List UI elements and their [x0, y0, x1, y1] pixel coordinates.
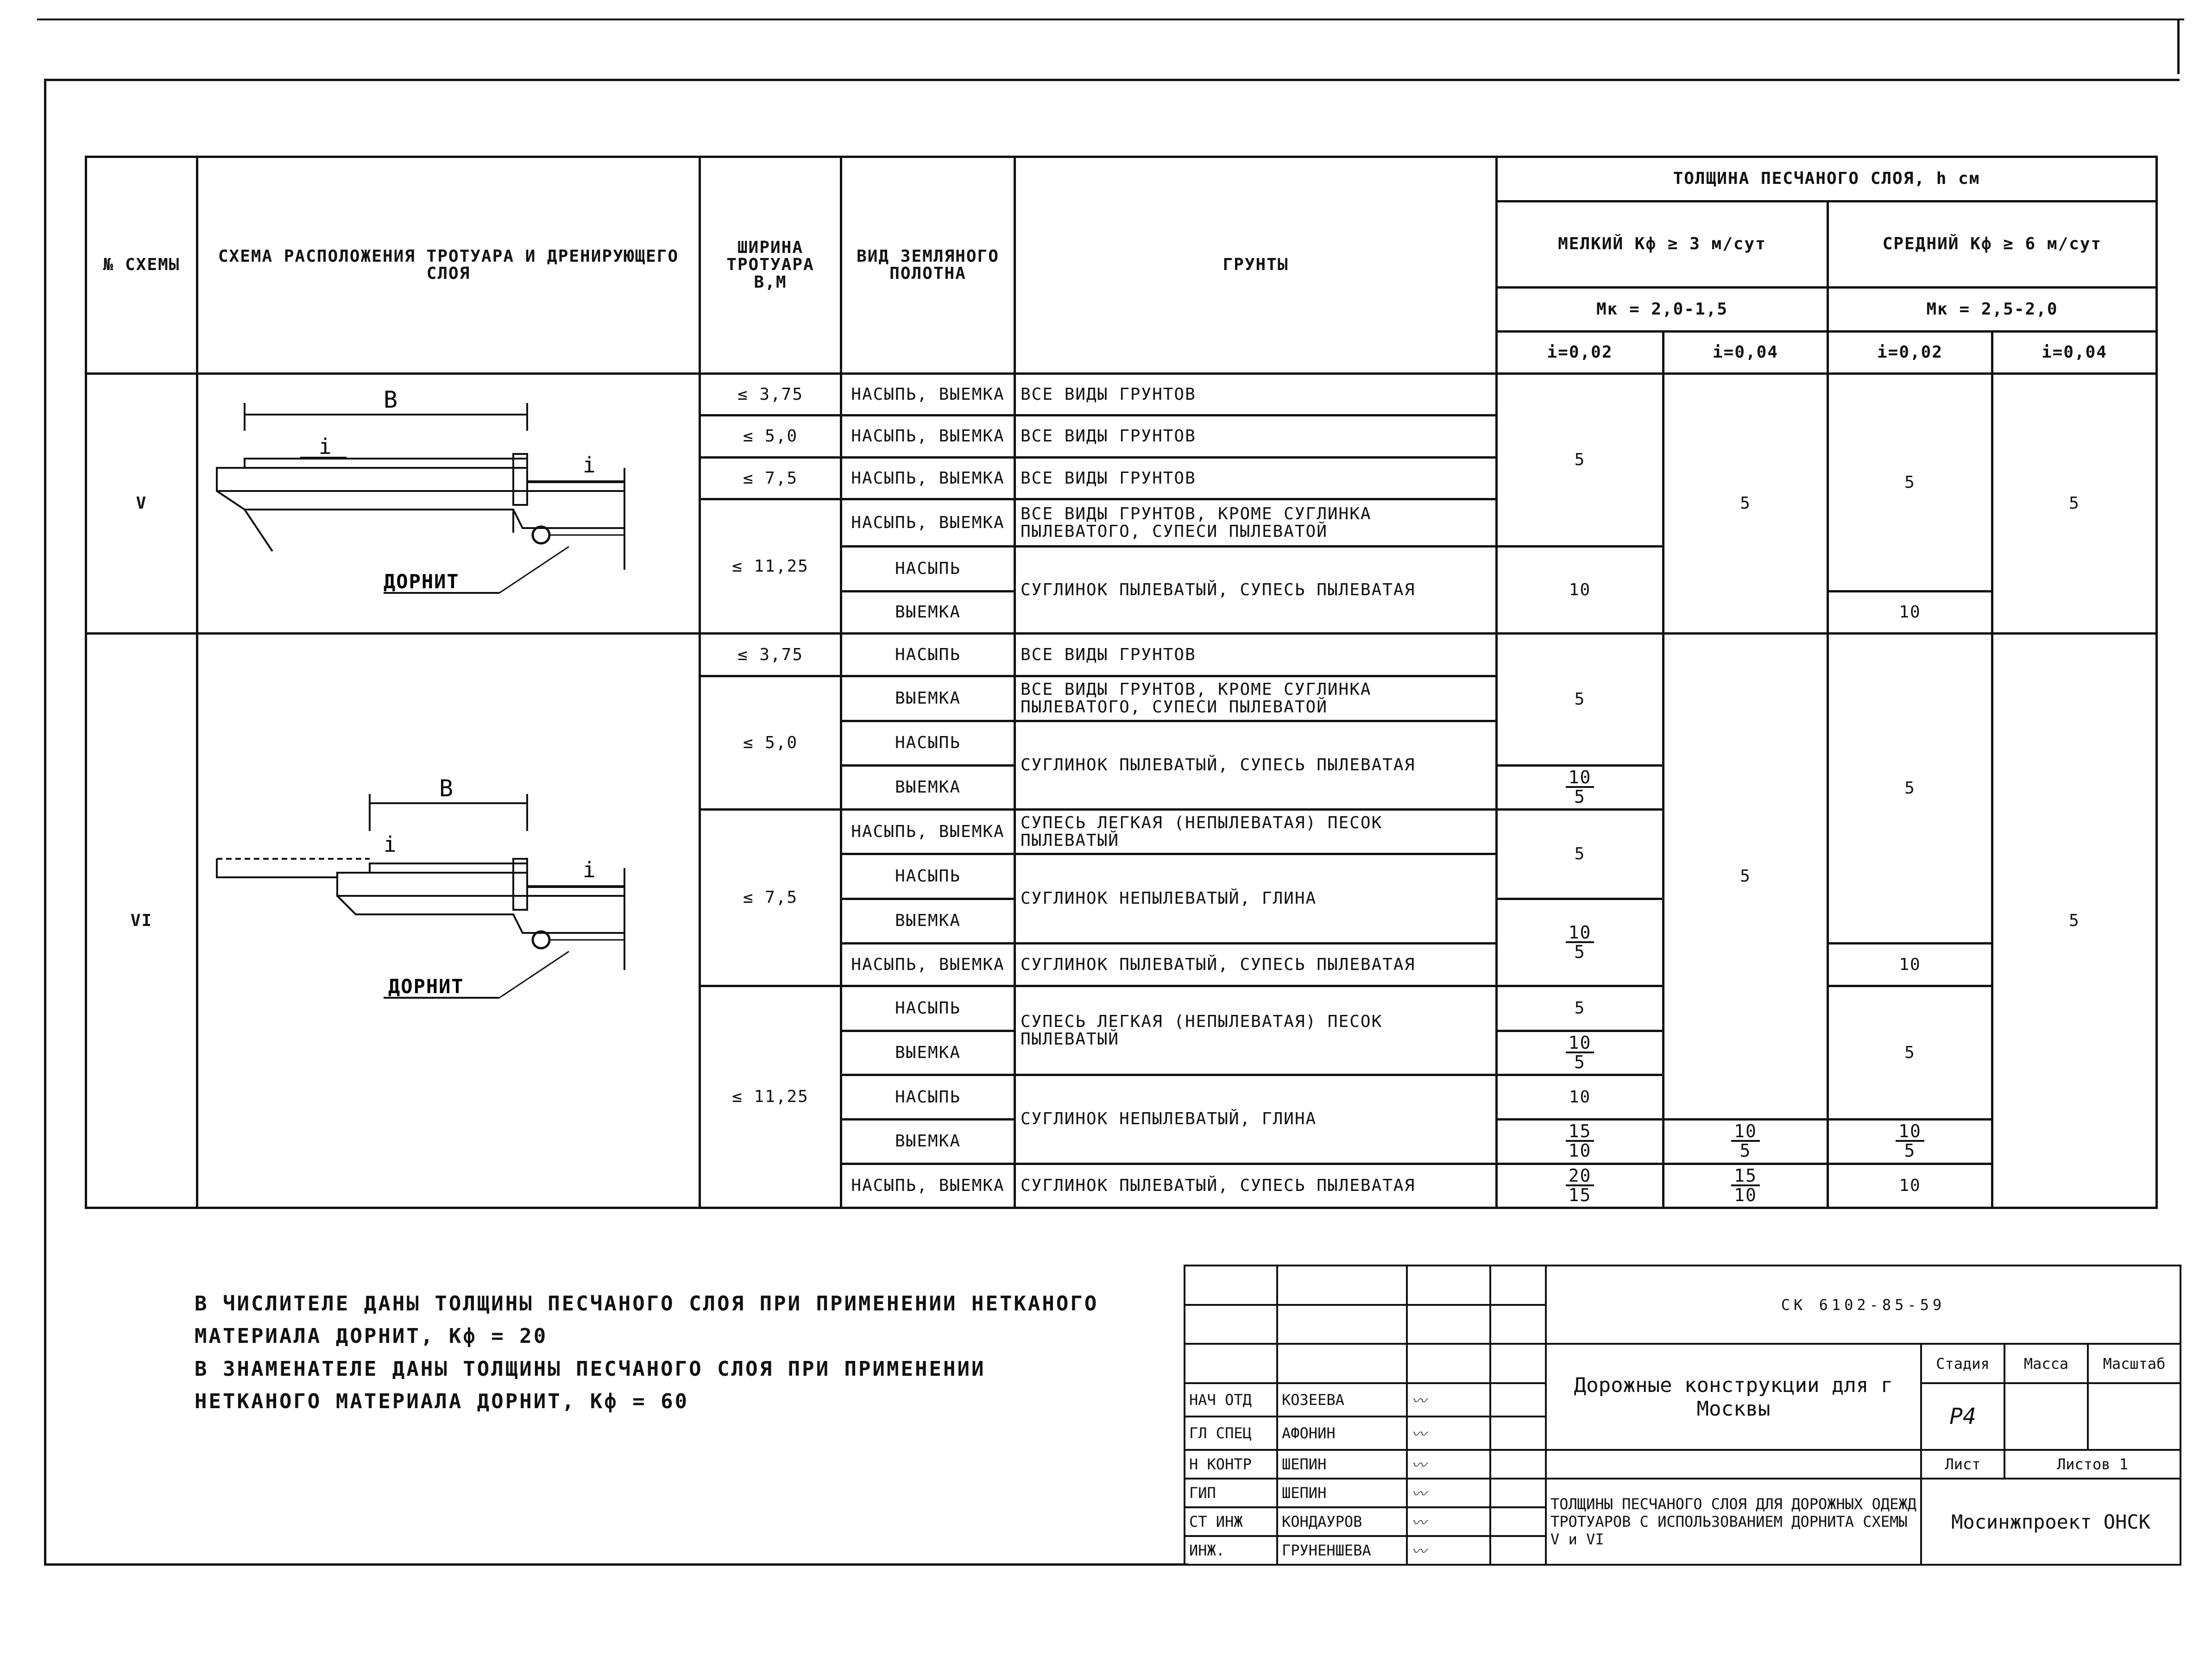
width-label: B: [439, 774, 454, 802]
soil-type: СУПЕСЬ ЛЕГКАЯ (НЕПЫЛЕВАТАЯ) ПЕСОК ПЫЛЕВАТЫЙ: [1015, 810, 1497, 854]
slope-label: i: [583, 857, 597, 882]
subgrade-type: ВЫЕМКА: [841, 765, 1015, 809]
document-code: СК 6102-85-59: [1546, 1266, 2180, 1344]
note-numerator: В ЧИСЛИТЕЛЕ ДАНЫ ТОЛЩИНЫ ПЕСЧАНОГО СЛОЯ ПРИ ПРИМЕНЕНИИ НЕТКАНОГО МАТЕРИАЛА ДОРНИТ, Кф = 20: [195, 1292, 1099, 1348]
subgrade-type: ВЫЕМКА: [841, 1120, 1015, 1164]
subgrade-type: НАСЫПЬ: [841, 633, 1015, 676]
subgrade-type: НАСЫПЬ, ВЫЕМКА: [841, 373, 1015, 416]
person-name: КОНДАУРОВ: [1277, 1507, 1407, 1536]
header-layout: СХЕМА РАСПОЛОЖЕНИЯ ТРОТУАРА И ДРЕНИРУЮЩЕГО СЛОЯ: [197, 157, 700, 374]
frame-top-outer: [37, 19, 2184, 20]
note-denominator: В ЗНАМЕНАТЕЛЕ ДАНЫ ТОЛЩИНЫ ПЕСЧАНОГО СЛОЯ ПРИ ПРИМЕНЕНИИ НЕТКАНОГО МАТЕРИАЛА ДОРНИТ, Кф = 60: [195, 1357, 986, 1414]
sidewalk-section-diagram: [198, 375, 699, 628]
role: ИНЖ.: [1185, 1536, 1277, 1565]
thickness-fine-002: [1497, 899, 1664, 986]
thickness-fine-002: [1497, 1120, 1664, 1164]
header-schema: № СХЕМЫ: [86, 157, 197, 374]
subgrade-type: ВЫЕМКА: [841, 1031, 1015, 1075]
numerator: 10: [1566, 1034, 1594, 1053]
soil-type: ВСЕ ВИДЫ ГРУНТОВ: [1015, 633, 1497, 676]
numerator: 15: [1566, 1122, 1594, 1142]
header-slope: i=0,02: [1828, 332, 1992, 374]
numerator: 10: [1896, 1122, 1924, 1142]
soil-type: ВСЕ ВИДЫ ГРУНТОВ, КРОМЕ СУГЛИНКА ПЫЛЕВАТОГО, СУПЕСИ ПЫЛЕВАТОЙ: [1015, 676, 1497, 721]
scheme-number: VI: [86, 633, 197, 1208]
width-value: ≤ 7,5: [700, 457, 841, 499]
frame-right-outer: [2177, 19, 2180, 74]
numerator: 20: [1566, 1167, 1594, 1186]
subgrade-type: НАСЫПЬ, ВЫЕМКА: [841, 810, 1015, 854]
sheet-description: ТОЛЩИНЫ ПЕСЧАНОГО СЛОЯ ДЛЯ ДОРОЖНЫХ ОДЕЖД ТРОТУАРОВ С ИСПОЛЬЗОВАНИЕМ ДОРНИТА СХЕМЫ V и VI: [1546, 1479, 1921, 1565]
denominator: 5: [1574, 1052, 1586, 1072]
numerator: 10: [1566, 768, 1594, 788]
frame-top: [44, 79, 2180, 81]
person-name: ГРУНЕНШЕВА: [1277, 1536, 1407, 1565]
subgrade-type: НАСЫПЬ, ВЫЕМКА: [841, 499, 1015, 547]
sheets-label: Листов 1: [2004, 1450, 2180, 1479]
subgrade-type: НАСЫПЬ: [841, 986, 1015, 1031]
subgrade-type: НАСЫПЬ: [841, 854, 1015, 899]
header-slope: i=0,02: [1497, 332, 1664, 374]
denominator: 5: [1574, 787, 1586, 807]
subgrade-type: НАСЫПЬ: [841, 1075, 1015, 1119]
soil-type: ВСЕ ВИДЫ ГРУНТОВ, КРОМЕ СУГЛИНКА ПЫЛЕВАТОГО, СУПЕСИ ПЫЛЕВАТОЙ: [1015, 499, 1497, 547]
thickness-fine-004: 5: [1664, 633, 1828, 1119]
soil-type: СУГЛИНОК ПЫЛЕВАТЫЙ, СУПЕСЬ ПЫЛЕВАТАЯ: [1015, 721, 1497, 810]
thickness-fine-002: 5: [1497, 810, 1664, 899]
role: ГЛ СПЕЦ: [1185, 1417, 1277, 1450]
thickness-fine-004: [1664, 1164, 1828, 1208]
header-medium-sand: СРЕДНИЙ Кф ≥ 6 м/сут: [1828, 201, 2157, 287]
slope-label: i: [583, 453, 597, 478]
person-name: КОЗЕЕВА: [1277, 1383, 1407, 1417]
header-subgrade: ВИД ЗЕМЛЯНОГО ПОЛОТНА: [841, 157, 1015, 374]
thickness-medium-002: 10: [1828, 943, 1992, 986]
subgrade-type: ВЫЕМКА: [841, 899, 1015, 943]
denominator: 10: [1734, 1184, 1757, 1205]
thickness-fine-002: 5: [1497, 373, 1664, 547]
denominator: 5: [1904, 1140, 1916, 1161]
header-soils: ГРУНТЫ: [1015, 157, 1497, 374]
role: ГИП: [1185, 1479, 1277, 1507]
thickness-fine-002: [1497, 1031, 1664, 1075]
denominator: 5: [1574, 941, 1586, 962]
sidewalk-section-diagram: [198, 636, 699, 1202]
title-block: [1184, 1265, 2181, 1566]
role: Н КОНТР: [1185, 1450, 1277, 1479]
width-value: ≤ 3,75: [700, 633, 841, 676]
stage-label: Стадия: [1921, 1344, 2004, 1383]
signature-icon: 〰: [1407, 1479, 1490, 1507]
subgrade-type: НАСЫПЬ, ВЫЕМКА: [841, 943, 1015, 986]
subgrade-type: ВЫЕМКА: [841, 676, 1015, 721]
thickness-fine-002: 5: [1497, 986, 1664, 1031]
numerator: 10: [1566, 924, 1594, 943]
denominator: 10: [1568, 1140, 1592, 1161]
thickness-medium-002: 5: [1828, 986, 1992, 1120]
width-value: ≤ 5,0: [700, 676, 841, 810]
thickness-fine-002: 5: [1497, 633, 1664, 765]
thickness-fine-002: 10: [1497, 547, 1664, 634]
soil-type: СУГЛИНОК ПЫЛЕВАТЫЙ, СУПЕСЬ ПЫЛЕВАТАЯ: [1015, 1164, 1497, 1208]
signature-icon: 〰: [1407, 1383, 1490, 1417]
person-name: АФОНИН: [1277, 1417, 1407, 1450]
subgrade-type: ВЫЕМКА: [841, 592, 1015, 634]
width-value: ≤ 7,5: [700, 810, 841, 986]
signature-icon: 〰: [1407, 1536, 1490, 1565]
soil-type: ВСЕ ВИДЫ ГРУНТОВ: [1015, 373, 1497, 416]
thickness-fine-004: 5: [1664, 373, 1828, 633]
thickness-medium-004: 5: [1992, 373, 2157, 633]
thickness-medium-002: 5: [1828, 373, 1992, 592]
soil-type: СУГЛИНОК ПЫЛЕВАТЫЙ, СУПЕСЬ ПЫЛЕВАТАЯ: [1015, 943, 1497, 986]
person-name: ШЕПИН: [1277, 1450, 1407, 1479]
subgrade-type: НАСЫПЬ: [841, 547, 1015, 592]
header-mk-fine: Мк = 2,0-1,5: [1497, 287, 1828, 332]
dornit-label: ДОРНИТ: [388, 975, 464, 998]
signature-icon: 〰: [1407, 1507, 1490, 1536]
thickness-fine-004: [1664, 1120, 1828, 1164]
footnotes: [195, 1288, 1121, 1418]
thickness-medium-002: 5: [1828, 633, 1992, 943]
person-name: ШЕПИН: [1277, 1479, 1407, 1507]
subgrade-type: НАСЫПЬ, ВЫЕМКА: [841, 1164, 1015, 1208]
frame-bottom: [44, 1563, 1188, 1566]
signature-icon: 〰: [1407, 1417, 1490, 1450]
subgrade-type: НАСЫПЬ: [841, 721, 1015, 765]
subgrade-type: НАСЫПЬ, ВЫЕМКА: [841, 457, 1015, 499]
organization: Мосинжпроект ОНСК: [1921, 1479, 2180, 1565]
frame-left: [44, 79, 46, 1566]
scheme-diagram: [197, 633, 700, 1208]
soil-type: СУПЕСЬ ЛЕГКАЯ (НЕПЫЛЕВАТАЯ) ПЕСОК ПЫЛЕВАТЫЙ: [1015, 986, 1497, 1075]
thickness-medium-004: 5: [1992, 633, 2157, 1208]
sand-thickness-table: [85, 156, 2158, 1209]
denominator: 5: [1739, 1140, 1752, 1161]
thickness-fine-002: [1497, 765, 1664, 809]
header-slope: i=0,04: [1664, 332, 1828, 374]
numerator: 15: [1731, 1167, 1760, 1186]
thickness-medium-002: 10: [1828, 592, 1992, 634]
soil-type: СУГЛИНОК НЕПЫЛЕВАТЫЙ, ГЛИНА: [1015, 1075, 1497, 1164]
scheme-diagram: [197, 373, 700, 633]
mass-label: Масса: [2004, 1344, 2088, 1383]
thickness-fine-002: 10: [1497, 1075, 1664, 1119]
width-label: B: [384, 386, 399, 414]
header-width: ШИРИНА ТРОТУАРА В,М: [700, 157, 841, 374]
width-value: ≤ 3,75: [700, 373, 841, 416]
thickness-medium-002: 10: [1828, 1164, 1992, 1208]
dornit-label: ДОРНИТ: [384, 570, 460, 593]
header-slope: i=0,04: [1992, 332, 2157, 374]
project-title: Дорожные конструкции для г Москвы: [1546, 1344, 1921, 1450]
soil-type: СУГЛИНОК НЕПЫЛЕВАТЫЙ, ГЛИНА: [1015, 854, 1497, 943]
slope-label: i: [319, 434, 333, 460]
header-fine-sand: МЕЛКИЙ Кф ≥ 3 м/сут: [1497, 201, 1828, 287]
numerator: 10: [1731, 1122, 1760, 1142]
thickness-fine-002: [1497, 1164, 1664, 1208]
width-value: ≤ 11,25: [700, 499, 841, 633]
width-value: ≤ 5,0: [700, 416, 841, 458]
width-value: ≤ 11,25: [700, 986, 841, 1208]
header-thickness: ТОЛЩИНА ПЕСЧАНОГО СЛОЯ, h см: [1497, 157, 2157, 201]
header-mk-medium: Мк = 2,5-2,0: [1828, 287, 2157, 332]
soil-type: ВСЕ ВИДЫ ГРУНТОВ: [1015, 457, 1497, 499]
role: СТ ИНЖ: [1185, 1507, 1277, 1536]
soil-type: СУГЛИНОК ПЫЛЕВАТЫЙ, СУПЕСЬ ПЫЛЕВАТАЯ: [1015, 547, 1497, 634]
signature-icon: 〰: [1407, 1450, 1490, 1479]
soil-type: ВСЕ ВИДЫ ГРУНТОВ: [1015, 416, 1497, 458]
scheme-number: V: [86, 373, 197, 633]
thickness-medium-002: [1828, 1120, 1992, 1164]
sheet-label: Лист: [1921, 1450, 2004, 1479]
slope-label: i: [384, 831, 397, 857]
scale-label: Масштаб: [2088, 1344, 2180, 1383]
stage-value: Р4: [1921, 1383, 2004, 1450]
denominator: 15: [1568, 1184, 1592, 1205]
role: НАЧ ОТД: [1185, 1383, 1277, 1417]
subgrade-type: НАСЫПЬ, ВЫЕМКА: [841, 416, 1015, 458]
